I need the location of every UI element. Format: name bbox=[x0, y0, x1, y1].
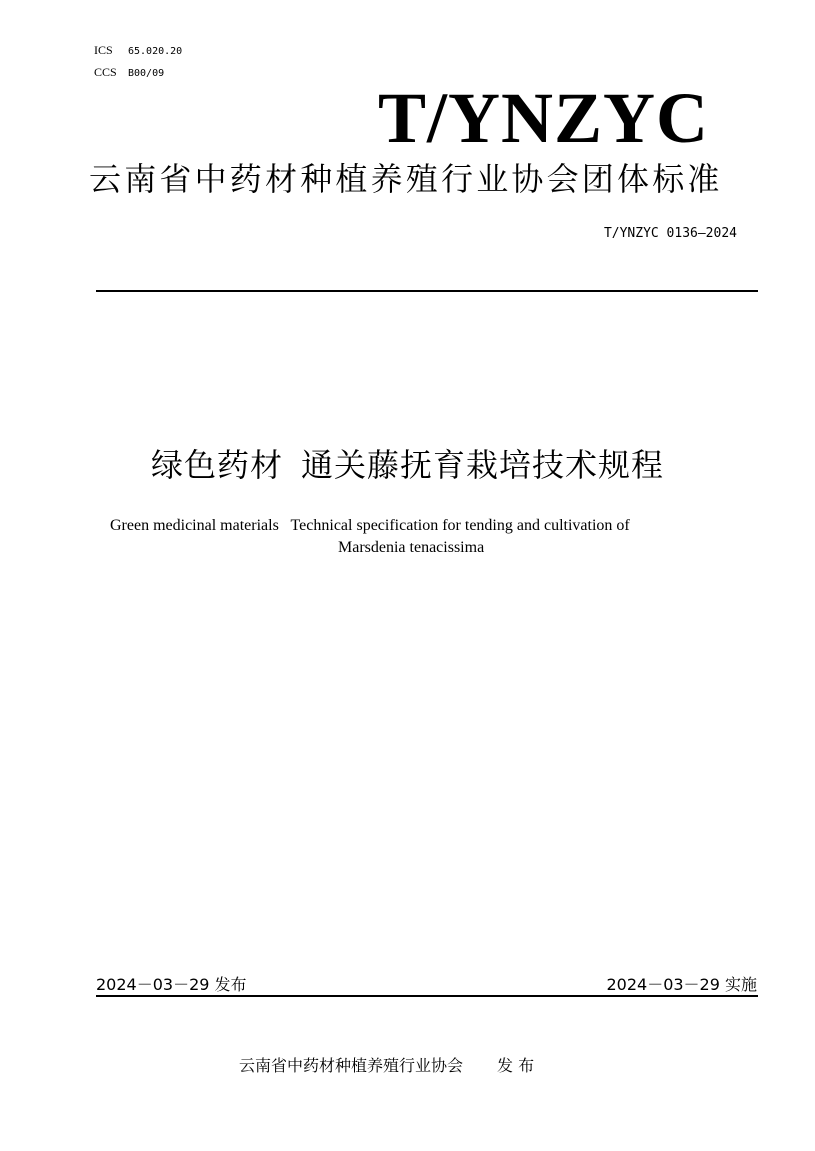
standard-number: T/YNZYC 0136—2024 bbox=[603, 226, 737, 241]
bottom-divider bbox=[96, 995, 758, 997]
ics-code: 65.020.20 bbox=[128, 46, 183, 57]
publish-action: 发 布 bbox=[497, 1056, 535, 1075]
publisher-line bbox=[239, 1053, 534, 1076]
ics-label: ICS bbox=[94, 43, 113, 57]
document-title-en bbox=[110, 515, 630, 559]
document-title-cn bbox=[0, 444, 815, 486]
association-title: 云南省中药材种植养殖行业协会团体标准 bbox=[89, 160, 723, 198]
ccs-label: CCS bbox=[94, 65, 117, 79]
standard-logo: T/YNZYC bbox=[377, 78, 709, 158]
title-cn-part1: 绿色药材 bbox=[150, 446, 283, 484]
publisher-name: 云南省中药材种植养殖行业协会 bbox=[239, 1056, 464, 1075]
implement-date: 2024－03－29 实施 bbox=[606, 975, 757, 994]
top-divider bbox=[96, 290, 758, 292]
title-en-line2: Marsdenia tenacissima bbox=[338, 539, 485, 556]
title-en-line1: Green medicinal materials Technical specification for tending and cultivation of bbox=[110, 517, 630, 534]
ccs-row bbox=[94, 62, 182, 84]
classification-codes bbox=[94, 40, 182, 84]
title-cn-part2: 通关藤抚育栽培技术规程 bbox=[301, 446, 665, 484]
ccs-code: B00/09 bbox=[128, 68, 165, 79]
release-date: 2024－03－29 发布 bbox=[96, 975, 247, 994]
ics-row bbox=[94, 40, 182, 62]
